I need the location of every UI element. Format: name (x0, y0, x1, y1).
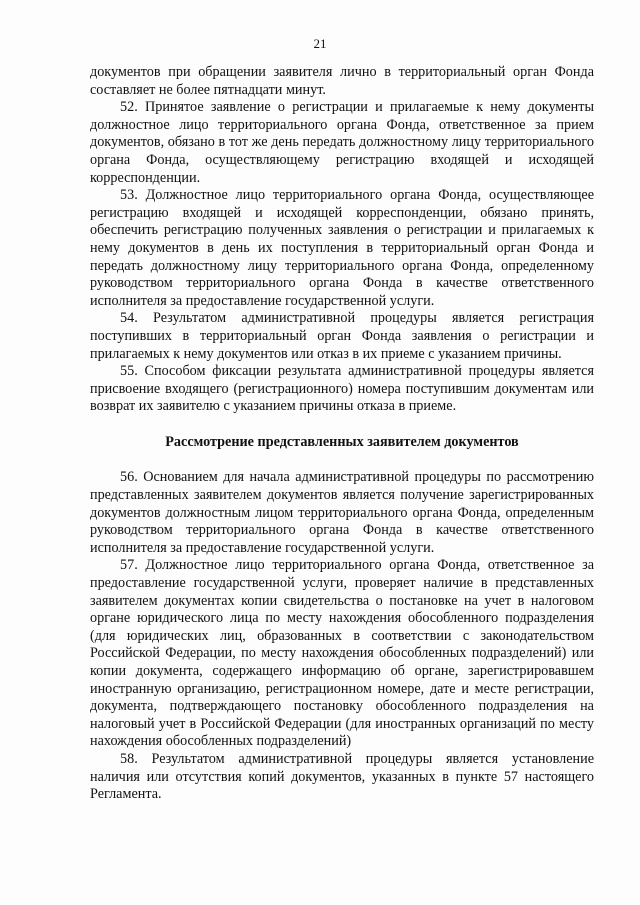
page-number: 21 (313, 36, 327, 51)
paragraph-53: 53. Должностное лицо территориального органа Фонда, осуществляющее регистрацию входящей и исходящей корреспонденции, обязано принять, обеспечить регистрацию полученных заявления о регистрации и прилагаемых к нему документов в день их поступления в территориальный орган Фонда и передать должностному лицу территориального органа Фонда, определенному руководством территориального органа Фонда в качестве ответственного исполнителя за предоставление государственной услуги. (90, 187, 594, 309)
paragraph-54: 54. Результатом административной процедуры является регистрация поступивших в территориальный орган Фонда заявления о регистрации и прилагаемых к нему документов или отказ в их приеме с указанием причины. (90, 310, 594, 362)
paragraph-57: 57. Должностное лицо территориального органа Фонда, ответственное за предоставление государственной услуги, проверяет наличие в представленных заявителем документах копии свидетельства о постановке на учет в налоговом органе юридического лица по месту нахождения обособленного подразделения (для юридических лиц, образованных в соответствии с законодательством Российской Федерации, по месту нахождения обособленных подразделений) или копии документа, содержащего информацию об органе, зарегистрировавшем иностранную организацию, регистрационном номере, дате и месте регистрации, документа, подтверждающего постановку обособленного подразделения на налоговый учет в Российской Федерации (для иностранных организаций по месту нахождения обособленных подразделений) (90, 557, 594, 750)
paragraph-52: 52. Принятое заявление о регистрации и прилагаемые к нему документы должностное лицо территориального органа Фонда, ответственное за прием документов, обязано в тот же день передать должностному лицу территориального органа Фонда, осуществляющему регистрацию входящей и исходящей корреспонденции. (90, 99, 594, 186)
paragraph-continuation: документов при обращении заявителя лично в территориальный орган Фонда составляет не более пятнадцати минут. (90, 64, 594, 98)
section-title: Рассмотрение представленных заявителем документов (165, 433, 519, 450)
paragraph-55: 55. Способом фиксации результата административной процедуры является присвоение входящего (регистрационного) номера поступившим документам или возврат их заявителю с указанием причины отказа в приеме. (90, 363, 594, 415)
document-body (90, 64, 594, 804)
paragraph-56: 56. Основанием для начала административной процедуры по рассмотрению представленных заявителем документов является получение зарегистрированных документов должностным лицом территориального органа Фонда, определенным руководством территориального органа Фонда в качестве ответственного исполнителя за предоставление государственной услуги. (90, 469, 594, 556)
paragraph-58: 58. Результатом административной процедуры является установление наличия или отсутствия копий документов, указанных в пункте 57 настоящего Регламента. (90, 750, 594, 803)
